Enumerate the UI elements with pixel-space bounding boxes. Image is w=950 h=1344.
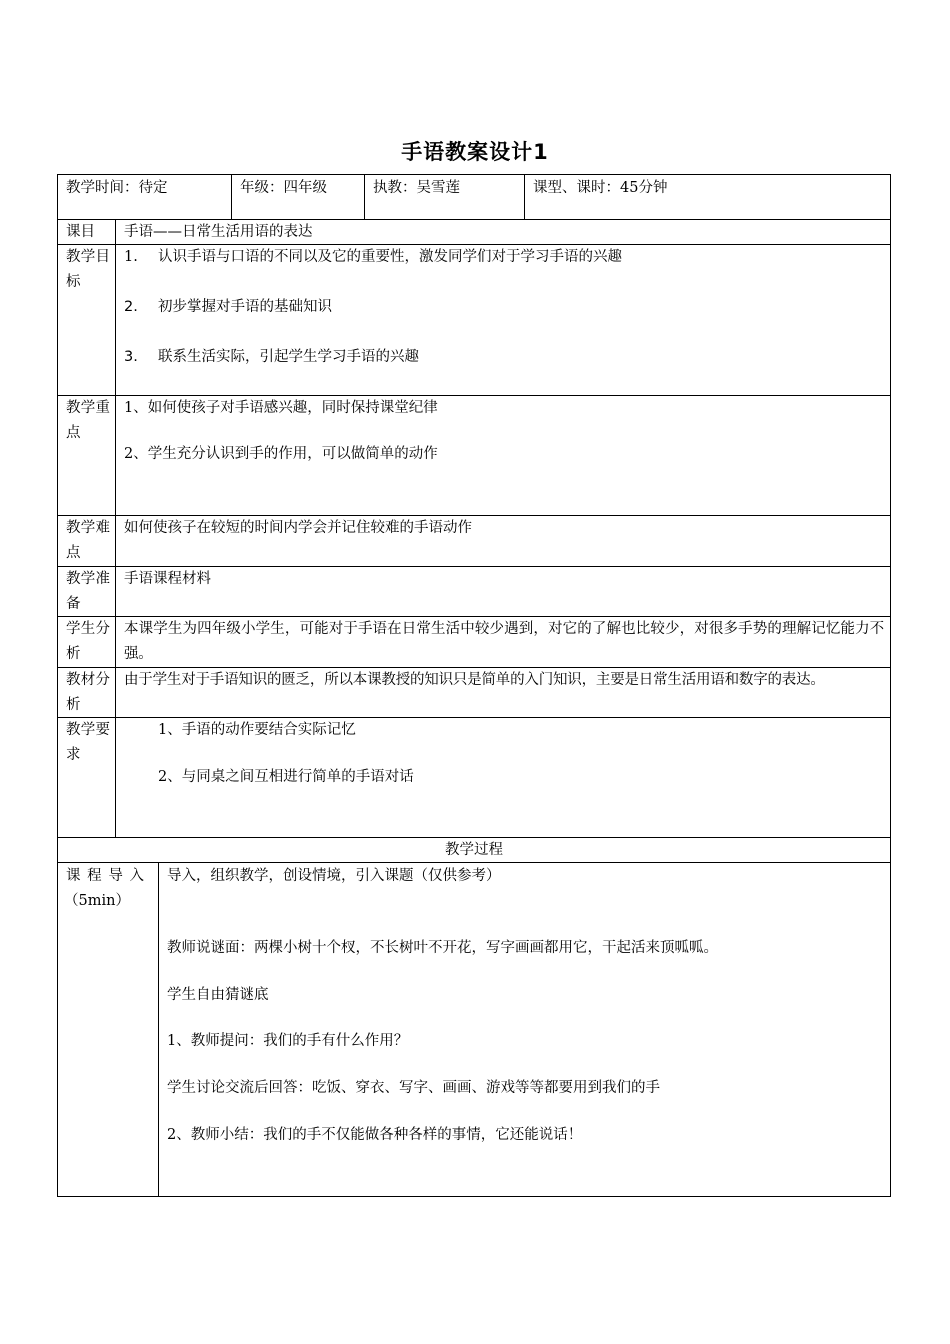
- goal-item: 联系生活实际，引起学生学习手语的兴趣: [158, 349, 419, 365]
- process-line: 1、教师提问：我们的手有什么作用？: [167, 1033, 409, 1049]
- process-line: 教师说谜面：两棵小树十个杈，不长树叶不开花，写字画画都用它，干起活来顶呱呱。: [167, 940, 718, 956]
- students-value: 本课学生为四年级小学生，可能对于手语在日常生活中较少遇到，对它的了解也比较少，对很多手势的理解记忆能力不强。: [124, 621, 884, 662]
- process-heading: 教学过程: [445, 842, 503, 858]
- teaching-time: 教学时间：待定: [66, 180, 168, 196]
- table-divider: [364, 174, 365, 219]
- goal-number: 2.: [124, 299, 138, 315]
- goal-number: 3.: [124, 349, 138, 365]
- process-column-divider: [158, 862, 159, 1197]
- requirement-item: 2、与同桌之间互相进行简单的手语对话: [158, 769, 414, 785]
- process-line: 2、教师小结：我们的手不仅能做各种各样的事情，它还能说话！: [167, 1127, 583, 1143]
- requirement-item: 1、手语的动作要结合实际记忆: [158, 722, 356, 738]
- label-column-divider: [115, 219, 116, 837]
- table-divider: [524, 174, 525, 219]
- subject-value: 手语——日常生活用语的表达: [124, 224, 313, 240]
- process-line: 导入，组织教学，创设情境，引入课题（仅供参考）: [167, 868, 501, 884]
- focus-item: 1、如何使孩子对手语感兴趣，同时保持课堂纪律: [124, 400, 438, 416]
- teacher: 执教：吴雪莲: [373, 180, 460, 196]
- difficulty-label: 教学难点: [66, 520, 110, 561]
- process-line: 学生讨论交流后回答：吃饭、穿衣、写字、画画、游戏等等都要用到我们的手: [167, 1080, 660, 1096]
- students-label: 学生分析: [66, 621, 110, 662]
- materials-value: 由于学生对于手语知识的匮乏，所以本课教授的知识只是简单的入门知识，主要是日常生活用语和数字的表达。: [124, 672, 825, 688]
- preparation-value: 手语课程材料: [124, 571, 211, 587]
- page-title: 手语教案设计1: [401, 140, 549, 164]
- goal-item: 初步掌握对手语的基础知识: [158, 299, 332, 315]
- materials-label: 教材分析: [66, 672, 110, 713]
- goal-number: 1.: [124, 249, 138, 265]
- preparation-label: 教学准备: [66, 571, 110, 612]
- goals-label: 教学目标: [66, 249, 110, 290]
- lesson-type: 课型、课时：45分钟: [533, 180, 668, 196]
- focus-label: 教学重点: [66, 400, 110, 441]
- difficulty-value: 如何使孩子在较短的时间内学会并记住较难的手语动作: [124, 520, 472, 536]
- subject-label: 课目: [66, 224, 95, 240]
- requirements-label: 教学要求: [66, 722, 110, 763]
- process-line: 学生自由猜谜底: [167, 987, 269, 1003]
- goal-item: 认识手语与口语的不同以及它的重要性，激发同学们对于学习手语的兴趣: [158, 249, 622, 265]
- intro-label: 课程导入: [66, 868, 144, 884]
- focus-item: 2、学生充分认识到手的作用，可以做简单的动作: [124, 446, 438, 462]
- table-divider: [231, 174, 232, 219]
- intro-time: （5min）: [64, 893, 130, 909]
- grade: 年级：四年级: [240, 180, 327, 196]
